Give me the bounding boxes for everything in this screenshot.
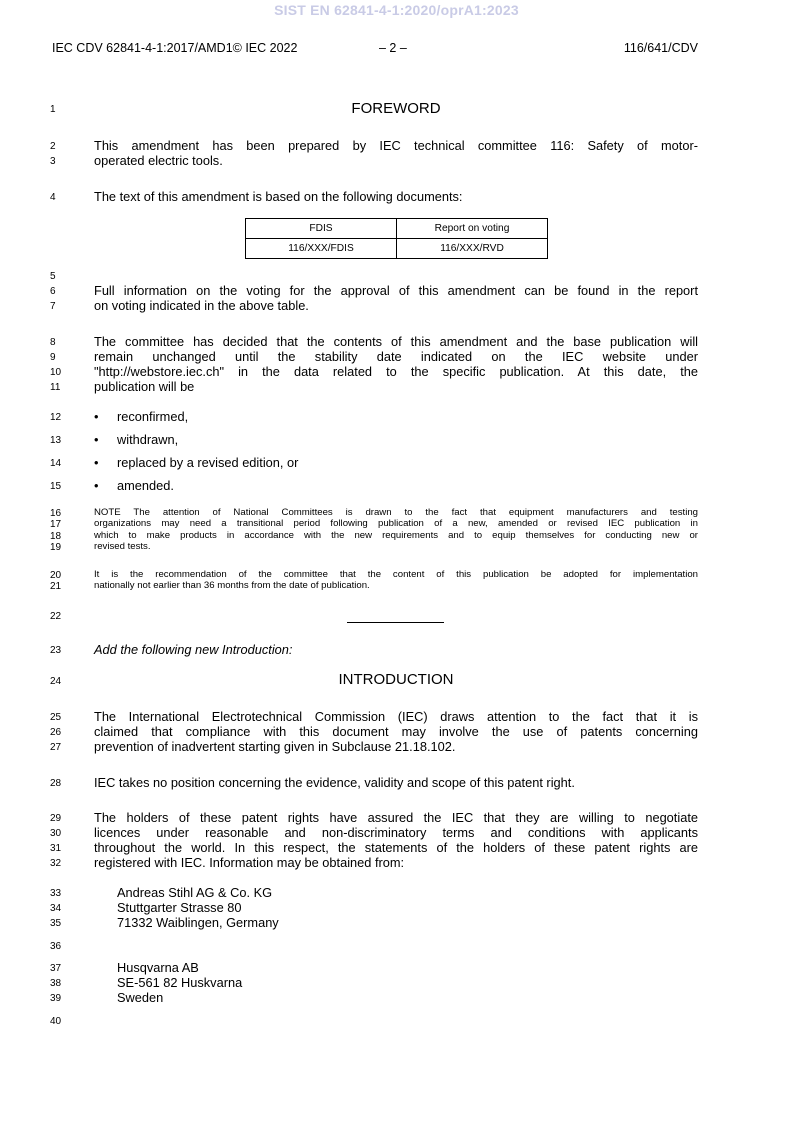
list-item: reconfirmed,	[117, 409, 189, 424]
line-number: 38	[50, 978, 62, 989]
foreword-paragraph-line: on voting indicated in the above table.	[94, 298, 309, 313]
line-number: 33	[50, 888, 62, 899]
note-line: NOTE The attention of National Committees is drawn to the fact that equipment manufacturers and testing	[94, 507, 698, 518]
list-item: replaced by a revised edition, or	[117, 455, 299, 470]
line-number: 1	[50, 104, 56, 115]
line-number: 32	[50, 858, 62, 869]
line-number: 24	[50, 676, 62, 687]
table-header-cell: FDIS	[246, 219, 397, 239]
address-line: 71332 Waiblingen, Germany	[117, 915, 279, 930]
add-introduction-instruction: Add the following new Introduction:	[94, 642, 293, 657]
foreword-paragraph-line: Full information on the voting for the approval of this amendment can be found in the report	[94, 283, 698, 298]
line-number: 37	[50, 963, 62, 974]
bullet-icon: •	[94, 409, 99, 424]
note-line: revised tests.	[94, 541, 151, 552]
line-number: 9	[50, 352, 56, 363]
introduction-paragraph-line: licences under reasonable and non-discriminatory terms and conditions with applicants	[94, 825, 698, 840]
foreword-paragraph-line: "http://webstore.iec.ch" in the data related to the specific publication. At this date, the	[94, 364, 698, 379]
introduction-paragraph-line: claimed that compliance with this document may involve the use of patents concerning	[94, 724, 698, 739]
line-number: 36	[50, 941, 62, 952]
line-number: 28	[50, 778, 62, 789]
introduction-paragraph-line: registered with IEC. Information may be obtained from:	[94, 855, 405, 870]
table-cell: 116/XXX/FDIS	[246, 239, 397, 259]
note-line: which to make products in accordance with the new requirements and to equip themselves for conducting new or	[94, 530, 698, 541]
line-number: 14	[50, 458, 62, 469]
foreword-paragraph-line: This amendment has been prepared by IEC technical committee 116: Safety of motor-	[94, 138, 698, 153]
line-number: 17	[50, 519, 62, 530]
line-number: 3	[50, 156, 56, 167]
foreword-paragraph-line: remain unchanged until the stability date indicated on the IEC website under	[94, 349, 698, 364]
line-number: 2	[50, 141, 56, 152]
introduction-paragraph: IEC takes no position concerning the evidence, validity and scope of this patent right.	[94, 775, 575, 790]
foreword-title: FOREWORD	[351, 100, 441, 117]
line-number: 23	[50, 645, 62, 656]
introduction-paragraph-line: throughout the world. In this respect, the statements of the holders of these patent rights are	[94, 840, 698, 855]
section-divider	[347, 622, 444, 623]
foreword-paragraph-line: publication will be	[94, 379, 195, 394]
line-number: 21	[50, 581, 62, 592]
line-number: 5	[50, 271, 56, 282]
line-number: 26	[50, 727, 62, 738]
header-reference: 116/641/CDV	[623, 41, 698, 55]
foreword-paragraph: The text of this amendment is based on the following documents:	[94, 189, 463, 204]
line-number: 40	[50, 1016, 62, 1027]
foreword-paragraph-line: operated electric tools.	[94, 153, 223, 168]
table-cell: 116/XXX/RVD	[397, 239, 548, 259]
recommendation-line: It is the recommendation of the committee that the content of this publication be adopted for implementation	[94, 569, 698, 580]
introduction-paragraph-line: prevention of inadvertent starting given in Subclause 21.18.102.	[94, 739, 456, 754]
bullet-icon: •	[94, 455, 99, 470]
list-item: amended.	[117, 478, 174, 493]
introduction-paragraph-line: The holders of these patent rights have assured the IEC that they are willing to negotiate	[94, 810, 698, 825]
introduction-title: INTRODUCTION	[338, 671, 454, 688]
line-number: 10	[50, 367, 62, 378]
line-number: 19	[50, 542, 62, 553]
line-number: 31	[50, 843, 62, 854]
line-number: 18	[50, 531, 62, 542]
introduction-paragraph-line: The International Electrotechnical Commission (IEC) draws attention to the fact that it is	[94, 709, 698, 724]
address-line: SE-561 82 Huskvarna	[117, 975, 243, 990]
line-number: 8	[50, 337, 56, 348]
line-number: 20	[50, 570, 62, 581]
line-number: 25	[50, 712, 62, 723]
foreword-paragraph-line: The committee has decided that the contents of this amendment and the base publication will	[94, 334, 698, 349]
line-number: 16	[50, 508, 62, 519]
line-number: 15	[50, 481, 62, 492]
line-number: 6	[50, 286, 56, 297]
table-header-row	[246, 219, 548, 239]
note-line: organizations may need a transitional period following publication of a new, amended or revised IEC publication in	[94, 518, 698, 529]
table-row	[246, 239, 548, 259]
line-number: 13	[50, 435, 62, 446]
line-number: 39	[50, 993, 62, 1004]
watermark: SIST EN 62841-4-1:2020/oprA1:2023	[274, 2, 519, 18]
address-line: Stuttgarter Strasse 80	[117, 900, 242, 915]
line-number: 34	[50, 903, 62, 914]
voting-documents-table	[245, 218, 548, 259]
header-page-number: – 2 –	[379, 41, 407, 55]
line-number: 12	[50, 412, 62, 423]
line-number: 35	[50, 918, 62, 929]
line-number: 7	[50, 301, 56, 312]
bullet-icon: •	[94, 478, 99, 493]
line-number: 22	[50, 611, 62, 622]
address-line: Husqvarna AB	[117, 960, 199, 975]
line-number: 4	[50, 192, 56, 203]
address-line: Sweden	[117, 990, 164, 1005]
address-line: Andreas Stihl AG & Co. KG	[117, 885, 273, 900]
header-document-id: IEC CDV 62841-4-1:2017/AMD1© IEC 2022	[52, 41, 298, 55]
recommendation-line: nationally not earlier than 36 months from the date of publication.	[94, 580, 370, 591]
list-item: withdrawn,	[117, 432, 179, 447]
line-number: 29	[50, 813, 62, 824]
line-number: 30	[50, 828, 62, 839]
table-header-cell: Report on voting	[397, 219, 548, 239]
bullet-icon: •	[94, 432, 99, 447]
line-number: 27	[50, 742, 62, 753]
line-number: 11	[50, 382, 61, 393]
